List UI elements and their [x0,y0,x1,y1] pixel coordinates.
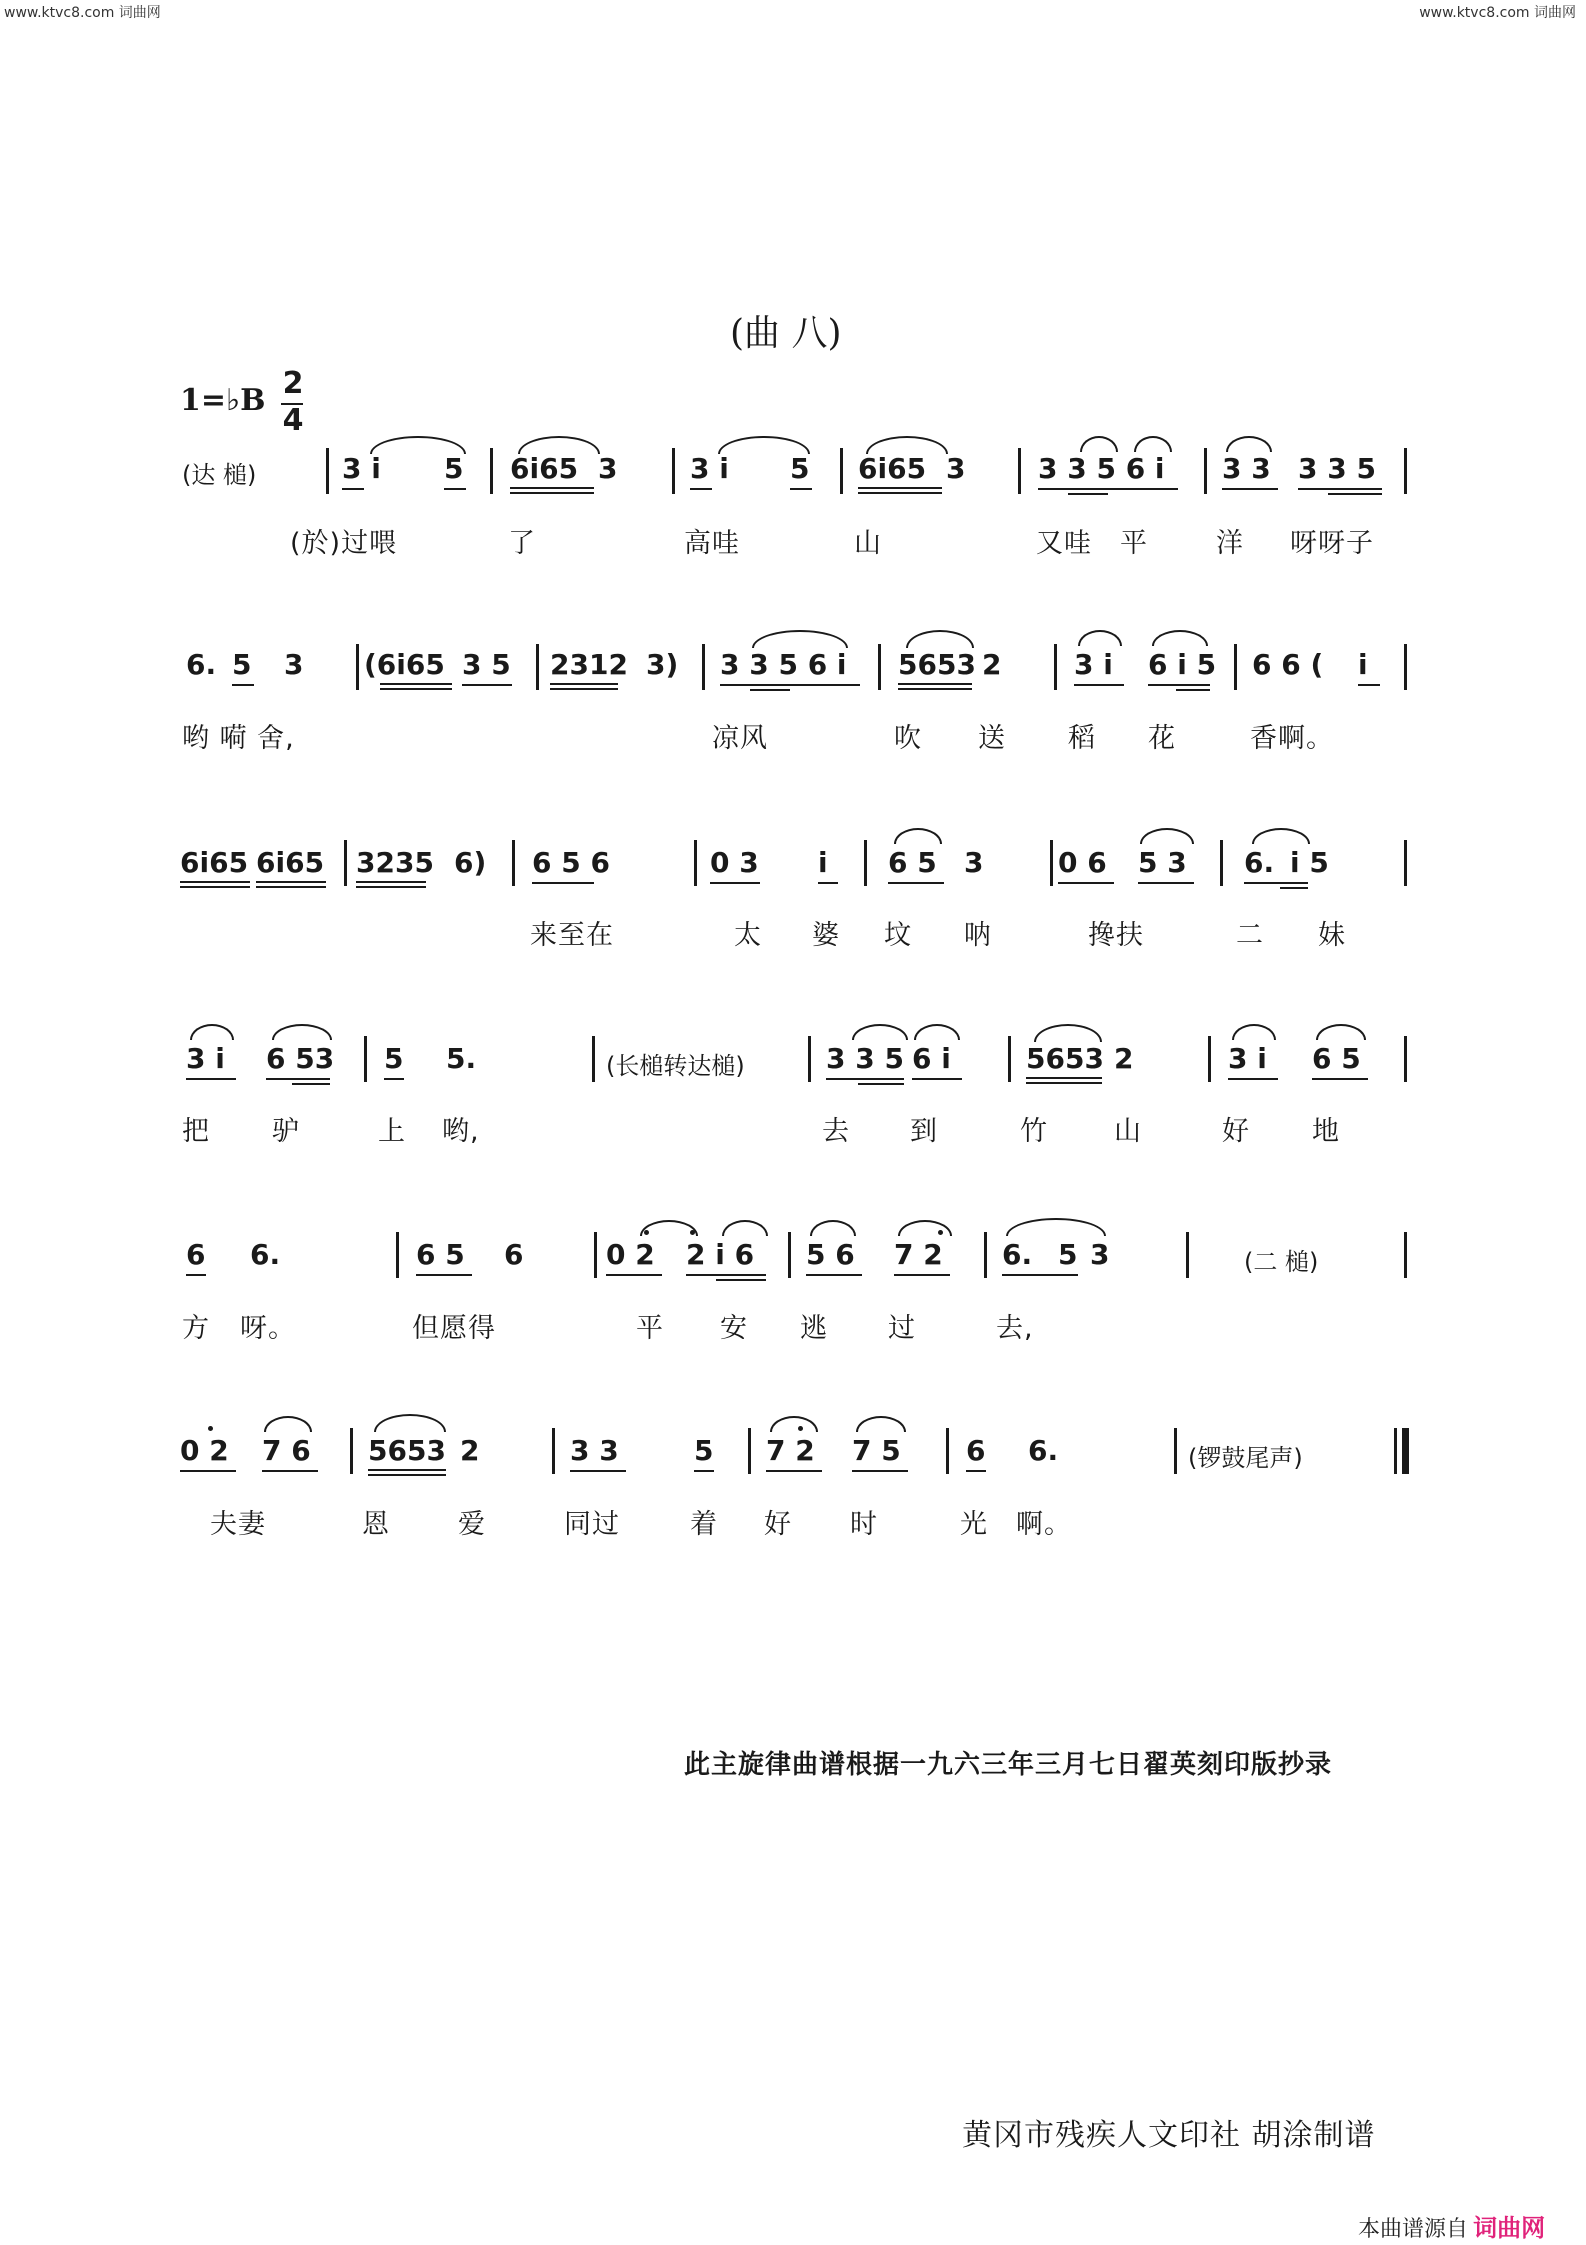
underline [710,882,760,884]
underline [686,1274,766,1276]
underline [550,688,618,690]
time-signature-top: 2 [282,366,304,401]
note-group: 5 [384,1042,404,1075]
barline [356,644,359,690]
slur [770,1416,818,1432]
barline [1054,644,1057,690]
underline [262,1470,318,1472]
lyric: 地 [1312,1116,1340,1147]
note-group: 5653 [368,1434,446,1467]
lyric: 了 [508,528,536,559]
source-label: 本曲谱源自 [1358,2217,1469,2242]
underline [720,684,860,686]
barline [1404,644,1407,690]
note-group: 6 i [912,1042,951,1075]
note-group: 3 3 5 6 i [1038,452,1165,485]
underline [292,1083,330,1085]
underline [256,886,326,888]
underline [858,492,942,494]
note-group: 0 3 [710,846,759,879]
note-group: 2312 [550,648,628,681]
barline [878,644,881,690]
underline [380,683,452,685]
slur [1078,630,1122,646]
annotation: (达 槌) [182,461,257,489]
note-group: 3 3 5 6 i [720,648,847,681]
slur [852,1024,908,1040]
underline [186,1274,206,1276]
barline [672,448,675,494]
lyric: 着 [690,1509,718,1540]
note-group: 3 [284,648,304,681]
underline [858,1083,904,1085]
underline [1328,493,1382,495]
note-group: 7 2 [766,1434,815,1467]
underline [898,683,972,685]
barline [1404,1232,1407,1278]
slur [374,1414,446,1432]
slur [894,828,942,844]
note-group: 6 i 5 [1148,648,1217,681]
lyric: 过 [888,1313,916,1344]
barline [536,644,539,690]
underline [444,488,466,490]
lyric: 但愿得 [412,1313,496,1344]
barline [1186,1232,1189,1278]
note-group: 6 [966,1434,986,1467]
lyric: 同过 [564,1509,620,1540]
underline [186,1078,236,1080]
underline [570,1470,626,1472]
lyric: 来至在 [530,920,614,951]
note-group: (6i65 [364,648,445,681]
slur [272,1024,332,1040]
note-group: 6. [250,1238,281,1271]
score-title: (曲 八) [730,313,842,354]
barline [1174,1428,1177,1474]
underline [1138,882,1194,884]
underline [912,1078,962,1080]
lyric: 光 [960,1509,988,1540]
underline [888,882,944,884]
underline [1058,882,1114,884]
note-group: 3235 [356,846,434,879]
underline [356,881,426,883]
note-group: 3 i [1074,648,1113,681]
barline [1208,1036,1211,1082]
underline [232,684,254,686]
note-group: 5 [790,452,810,485]
barline [364,1036,367,1082]
underline [180,881,250,883]
note-group: 2 [1114,1042,1134,1075]
note-group: 7 6 [262,1434,311,1467]
note-group: 7 2 [894,1238,943,1271]
lyric: 哟 嗬 舍, [182,723,295,754]
lyric: 好 [764,1509,792,1540]
note-group: 6 53 [266,1042,335,1075]
lyric: 坟 [884,920,912,951]
lyric: 山 [854,528,882,559]
watermark-right: www.ktvc8.com 词曲网 [1419,5,1576,21]
underline [1074,684,1124,686]
slur [1152,630,1208,646]
underline [342,488,364,490]
note-group: 6 5 [1312,1042,1361,1075]
underline [1244,882,1308,884]
slur [906,630,974,648]
octave-dot [208,1426,213,1431]
note-group: 5 3 [1138,846,1187,879]
slur [898,1220,952,1236]
underline [1002,1274,1078,1276]
note-group: 3 3 5 [826,1042,904,1075]
lyric: 上 [378,1116,406,1147]
slur [752,630,848,648]
slur [1134,436,1172,452]
underline [1176,689,1210,691]
time-signature-bottom: 4 [282,403,304,438]
note-group: 6 5 [888,846,937,879]
lyric: 搀扶 [1088,920,1144,951]
slur [1232,1024,1276,1040]
slur [810,1220,856,1236]
note-group: 0 6 [1058,846,1107,879]
underline [1148,684,1210,686]
lyric: 去 [822,1116,850,1147]
underline [818,882,838,884]
note-group: 5 [1058,1238,1078,1271]
note-group: 3 [1090,1238,1110,1271]
underline [416,1274,472,1276]
underline [1038,488,1178,490]
note-group: 3 [598,452,618,485]
note-group: 5 [444,452,464,485]
underline [966,1470,986,1472]
underline [1298,488,1382,490]
note-group: 3 i [342,452,381,485]
note-group: 5 [232,648,252,681]
note-group: 6i65 [510,452,579,485]
underline [462,684,512,686]
barline [748,1428,751,1474]
underline [510,492,594,494]
note-group: 6. [1028,1434,1059,1467]
note-group: i [1358,648,1368,681]
note-group: 5653 [898,648,976,681]
note-group: 3 5 [462,648,511,681]
underline [256,881,326,883]
note-group: 3 i [186,1042,225,1075]
barline [864,840,867,886]
publisher-credit: 黄冈市残疾人文印社 胡涂制谱 [962,2118,1376,2153]
barline [396,1232,399,1278]
underline [766,1470,822,1472]
lyric: 吹 [894,723,922,754]
underline [1026,1082,1102,1084]
underline [1068,493,1108,495]
underline [550,683,618,685]
lyric: 花 [1148,723,1176,754]
lyric: 婆 [812,920,840,951]
key-signature: 1=♭B [180,383,266,418]
barline [594,1232,597,1278]
note-group: 6. [186,648,217,681]
lyric: 恩 [362,1509,390,1540]
underline [898,688,972,690]
slur [1140,828,1194,844]
barline [1404,1036,1407,1082]
slur [518,436,600,454]
barline [1018,448,1021,494]
lyric: 呀呀子 [1290,528,1374,559]
lyric: 去, [996,1313,1034,1344]
final-barline-thin [1394,1428,1397,1474]
barline [490,448,493,494]
note-group: 5653 [1026,1042,1104,1075]
note-group: 3 i [690,452,729,485]
barline [946,1428,949,1474]
note-group: 6 [504,1238,524,1271]
lyric: 把 [182,1116,210,1147]
lyric: 竹 [1020,1116,1048,1147]
underline [716,1279,766,1281]
lyric: 爱 [458,1509,486,1540]
slur [1226,436,1272,452]
underline [180,886,250,888]
slur [866,436,948,454]
note-group: 6. [1244,846,1275,879]
note-group: 2 [982,648,1002,681]
underline [606,1274,662,1276]
lyric: 逃 [800,1313,828,1344]
underline [510,487,594,489]
barline [1404,840,1407,886]
source-footer[interactable] [1358,2208,1545,2243]
barline [1220,840,1223,886]
note-group: 3) [646,648,679,681]
annotation: (长槌转达槌) [606,1052,745,1080]
note-group: 6 6 ( [1252,648,1324,681]
annotation: (二 槌) [1244,1248,1319,1276]
underline [694,1470,714,1472]
slur [1252,828,1310,844]
lyric: 呐 [964,920,992,951]
note-group: 3 3 5 [1298,452,1376,485]
barline [512,840,515,886]
note-group: 5. [446,1042,477,1075]
lyric: 凉风 [712,723,768,754]
slur [914,1024,960,1040]
lyric: 驴 [272,1116,300,1147]
note-group: 6i65 [180,846,249,879]
underline [806,1274,862,1276]
lyric: 夫妻 [210,1509,266,1540]
barline [1234,644,1237,690]
barline [344,840,347,886]
lyric: 高哇 [684,528,740,559]
lyric: 山 [1114,1116,1142,1147]
note-group: 2 i 6 [686,1238,755,1271]
underline [750,689,790,691]
note-group: 3 [946,452,966,485]
lyric: 哟, [442,1116,480,1147]
barline [694,840,697,886]
barline [552,1428,555,1474]
note-group: 2 [460,1434,480,1467]
underline [266,1078,330,1080]
note-group: 0 2 [180,1434,229,1467]
slur [1006,1218,1106,1236]
note-group: 5 [694,1434,714,1467]
barline [592,1036,595,1082]
slur [856,1416,906,1432]
note-group: 7 5 [852,1434,901,1467]
watermark-left: www.ktvc8.com 词曲网 [4,5,161,21]
note-group: 6i65 [858,452,927,485]
note-group: 5 6 [806,1238,855,1271]
lyric: (於)过喂 [290,528,398,559]
lyric: 方 [182,1313,210,1344]
lyric: 安 [720,1313,748,1344]
note-group: 0 2 [606,1238,655,1271]
lyric: 平 [1120,528,1148,559]
note-group: 6 5 [416,1238,465,1271]
lyric: 香啊。 [1250,723,1334,754]
underline [356,886,426,888]
underline [790,488,812,490]
lyric: 妹 [1318,920,1346,951]
barline [1008,1036,1011,1082]
barline [1404,448,1407,494]
barline [788,1232,791,1278]
underline [1026,1077,1102,1079]
lyric: 送 [978,723,1006,754]
lyric: 二 [1236,920,1264,951]
note-group: 6 [186,1238,206,1271]
slur [722,1220,768,1236]
lyric: 洋 [1216,528,1244,559]
note-group: 6) [454,846,487,879]
lyric: 到 [910,1116,938,1147]
underline [826,1078,904,1080]
note-group: 3 3 [570,1434,619,1467]
lyric: 时 [850,1509,878,1540]
note-group: 3 i [1228,1042,1267,1075]
note-group: 6i65 [256,846,325,879]
barline [984,1232,987,1278]
slur [1034,1024,1102,1042]
note-group: 3 [964,846,984,879]
lyric: 啊。 [1016,1509,1072,1540]
barline [1050,840,1053,886]
underline [532,882,594,884]
annotation: (锣鼓尾声) [1188,1444,1303,1472]
lyric: 呀。 [240,1313,296,1344]
underline [894,1274,950,1276]
slur [1316,1024,1366,1040]
slur [190,1024,234,1040]
octave-dot [690,1230,695,1235]
lyric: 稻 [1068,723,1096,754]
underline [1222,488,1278,490]
note-group: 6. [1002,1238,1033,1271]
barline [702,644,705,690]
note-group: 6 5 6 [532,846,610,879]
underline [1280,887,1308,889]
underline [384,1078,404,1080]
underline [368,1469,446,1471]
barline [326,448,329,494]
underline [690,488,712,490]
note-group: i [818,846,828,879]
underline [380,688,452,690]
final-barline-thick [1402,1428,1409,1474]
source-brand-link[interactable]: 词曲网 [1473,2214,1546,2242]
barline [350,1428,353,1474]
slur [1080,436,1118,452]
underline [1312,1078,1368,1080]
barline [1204,448,1207,494]
underline [368,1474,446,1476]
lyric: 好 [1222,1116,1250,1147]
underline [1228,1078,1278,1080]
underline [852,1470,908,1472]
note-group: 3 3 [1222,452,1271,485]
lyric: 又哇 [1036,528,1092,559]
barline [808,1036,811,1082]
barline [840,448,843,494]
underline [180,1470,236,1472]
lyric: 太 [734,920,762,951]
transcription-credit: 此主旋律曲谱根据一九六三年三月七日翟英刻印版抄录 [684,1750,1333,1780]
lyric: 平 [636,1313,664,1344]
note-group: i 5 [1290,846,1329,879]
slur [264,1416,312,1432]
underline [858,487,942,489]
underline [1358,684,1380,686]
